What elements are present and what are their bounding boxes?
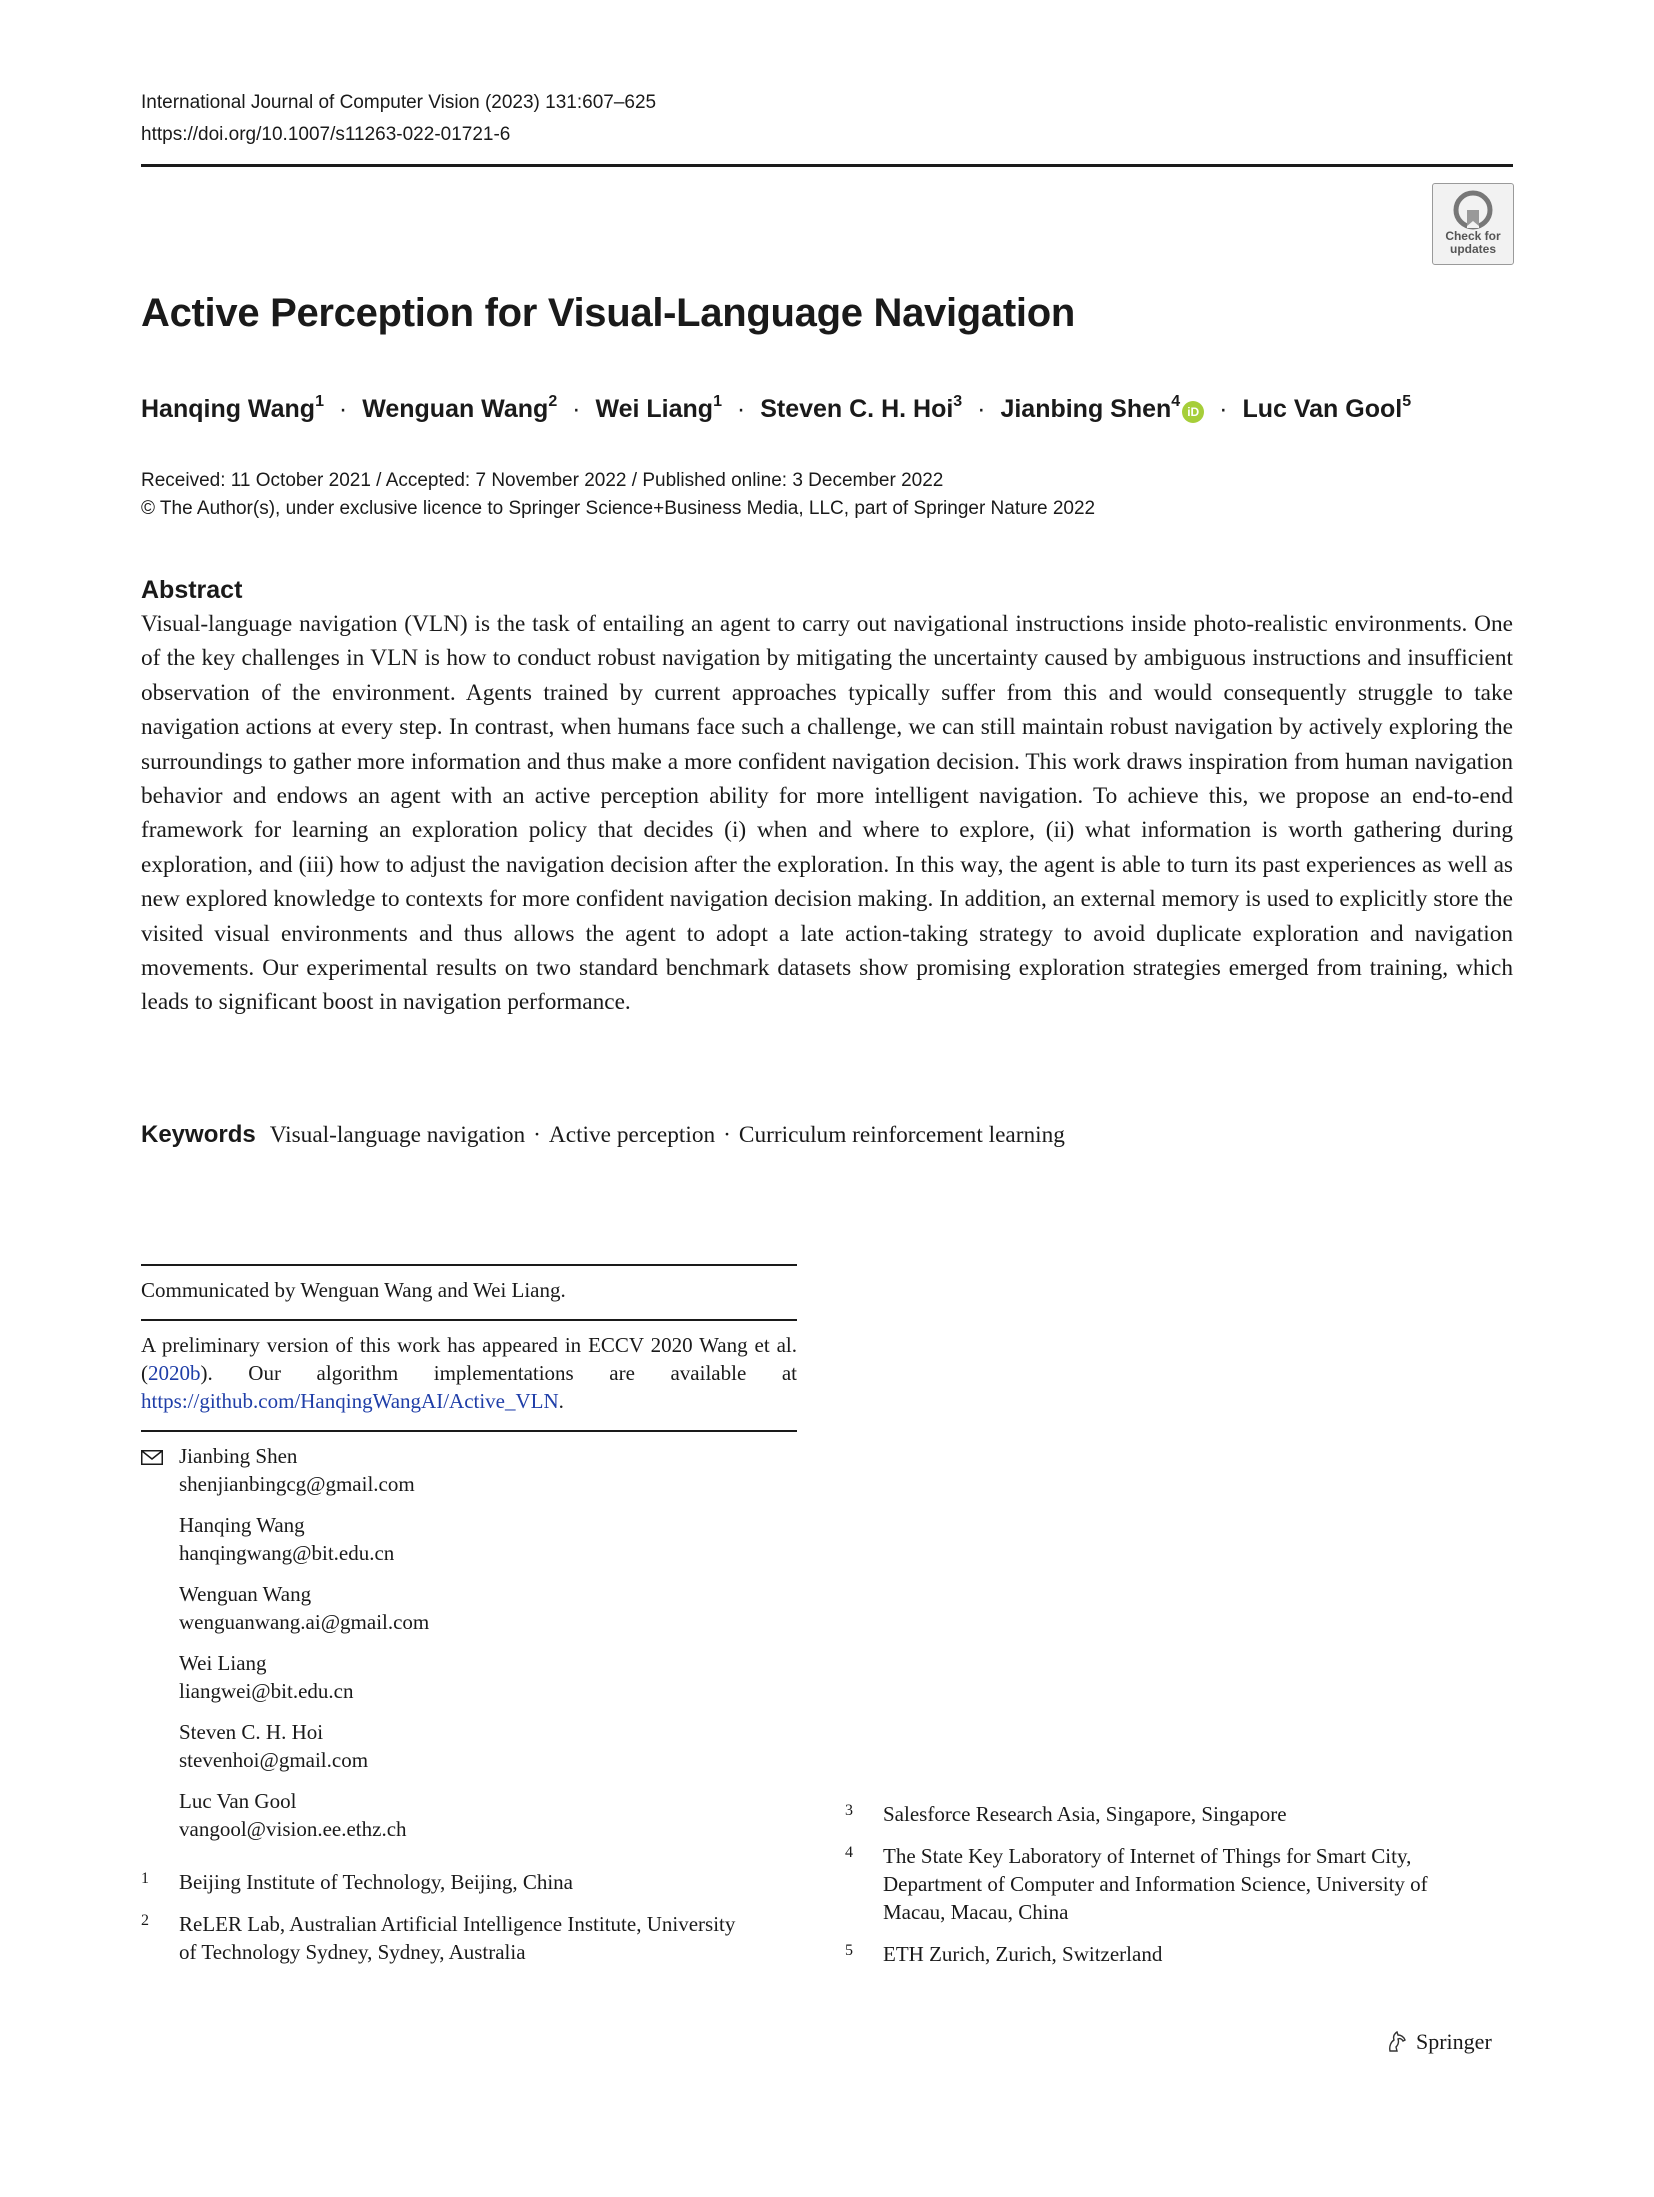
check-for-updates-badge[interactable] bbox=[1432, 183, 1514, 265]
keyword: Active perception bbox=[548, 1122, 716, 1148]
keyword-separator: · bbox=[533, 1122, 541, 1148]
contact-email[interactable]: stevenhoi@gmail.com bbox=[179, 1748, 369, 1772]
keyword: Curriculum reinforcement learning bbox=[738, 1122, 1065, 1148]
contact-email[interactable]: liangwei@bit.edu.cn bbox=[179, 1679, 354, 1703]
contact-entry bbox=[141, 1718, 761, 1774]
header-rule bbox=[141, 164, 1513, 167]
publisher-name: Springer bbox=[1416, 2029, 1492, 2054]
author-name[interactable]: Hanqing Wang bbox=[141, 395, 316, 423]
contact-entry bbox=[141, 1580, 761, 1636]
contact-email[interactable]: hanqingwang@bit.edu.cn bbox=[179, 1541, 395, 1565]
orcid-icon[interactable]: iD bbox=[1182, 401, 1204, 423]
contact-entry bbox=[141, 1649, 761, 1705]
author-affil-sup: 1 bbox=[315, 393, 324, 410]
abstract-heading: Abstract bbox=[141, 576, 243, 604]
keywords bbox=[141, 1118, 1065, 1152]
author-name[interactable]: Wenguan Wang bbox=[362, 395, 549, 423]
author-separator: · bbox=[572, 395, 581, 423]
contact-entry bbox=[141, 1787, 761, 1843]
footnote-rule bbox=[141, 1264, 797, 1266]
keyword: Visual-language navigation bbox=[269, 1122, 526, 1148]
author-affil-sup: 2 bbox=[548, 393, 558, 410]
footnote-rule bbox=[141, 1319, 797, 1321]
author-name[interactable]: Luc Van Gool bbox=[1242, 395, 1403, 423]
footnote-rule bbox=[141, 1430, 797, 1432]
contact-email[interactable]: wenguanwang.ai@gmail.com bbox=[179, 1610, 430, 1634]
author-affil-sup: 4 bbox=[1171, 393, 1181, 410]
affiliation-number: 3 bbox=[845, 1802, 853, 1819]
affiliation-text: Salesforce Research Asia, Singapore, Singapore bbox=[883, 1802, 1287, 1826]
envelope-icon bbox=[141, 1450, 163, 1465]
contact-name: Hanqing Wang bbox=[179, 1513, 305, 1537]
affiliation-text: Beijing Institute of Technology, Beijing, China bbox=[179, 1870, 573, 1894]
author-name[interactable]: Wei Liang bbox=[595, 395, 714, 423]
affiliation-number: 4 bbox=[845, 1844, 853, 1861]
author-name[interactable]: Jianbing Shen bbox=[1000, 395, 1172, 423]
affiliation-text: The State Key Laboratory of Internet of Things for Smart City, Department of Computer and Information Science, University of Macau, Macau, China bbox=[883, 1844, 1428, 1924]
author-separator: · bbox=[338, 395, 348, 423]
keyword-separator: · bbox=[723, 1122, 731, 1148]
author-list bbox=[141, 384, 1411, 427]
author-name[interactable]: Steven C. H. Hoi bbox=[760, 395, 954, 423]
affiliation-text: ReLER Lab, Australian Artificial Intelligence Institute, University of Technology Sydney, Sydney, Australia bbox=[179, 1912, 736, 1964]
author-affil-sup: 3 bbox=[953, 393, 963, 410]
springer-logo bbox=[1384, 2027, 1492, 2057]
contact-name: Wei Liang bbox=[179, 1651, 267, 1675]
contact-entry bbox=[141, 1511, 761, 1567]
springer-horse-icon bbox=[1384, 2029, 1410, 2055]
check-updates-line-2: updates bbox=[1449, 242, 1496, 256]
citation-link[interactable]: 2020b bbox=[148, 1361, 201, 1385]
doi-link[interactable]: https://doi.org/10.1007/s11263-022-01721-6 bbox=[141, 124, 511, 145]
copyright-notice: © The Author(s), under exclusive licence to Springer Science+Business Media, LLC, part of Springer Nature 2022 bbox=[141, 498, 1096, 519]
communicated-by: Communicated by Wenguan Wang and Wei Liang. bbox=[141, 1278, 566, 1302]
author-separator: · bbox=[736, 395, 746, 423]
publication-dates: Received: 11 October 2021 / Accepted: 7 November 2022 / Published online: 3 December 2022 bbox=[141, 470, 944, 491]
author-contacts bbox=[141, 1442, 761, 1856]
paper-title: Active Perception for Visual-Language Navigation bbox=[141, 291, 1075, 335]
contact-name: Jianbing Shen bbox=[179, 1444, 298, 1468]
contact-entry bbox=[141, 1442, 761, 1498]
contact-name: Wenguan Wang bbox=[179, 1582, 312, 1606]
preliminary-end: . bbox=[558, 1389, 564, 1413]
preliminary-mid: ). Our algorithm implementations are available at bbox=[200, 1361, 797, 1385]
check-updates-line-1: Check for bbox=[1445, 229, 1501, 243]
github-link[interactable]: https://github.com/HanqingWangAI/Active_VLN bbox=[141, 1389, 559, 1413]
author-separator: · bbox=[977, 395, 986, 423]
author-affil-sup: 1 bbox=[713, 393, 722, 410]
journal-citation: International Journal of Computer Vision (2023) 131:607–625 bbox=[141, 92, 657, 113]
keywords-label: Keywords bbox=[141, 1121, 256, 1148]
affiliation-number: 1 bbox=[141, 1870, 149, 1887]
contact-name: Luc Van Gool bbox=[179, 1789, 297, 1813]
crossmark-icon bbox=[1453, 190, 1493, 230]
abstract-text: Visual-language navigation (VLN) is the task of entailing an agent to carry out navigational instructions inside photo-realistic environments. One of the key challenges in VLN is how to conduct robust navigation by mitigating the uncertainty caused by ambiguous instructions and insufficient observation of the environment. Agents trained by current approaches typically suffer from this and would consequently struggle to take navigation actions at every step. In contrast, when humans face such a challenge, we can still maintain robust navigation by actively exploring the surroundings to gather more information and thus make a more confident navigation decision. This work draws inspiration from human navigation behavior and endows an agent with an active perception ability for more intelligent navigation. To achieve this, we propose an end-to-end framework for learning an exploration policy that decides (i) when and where to explore, (ii) what information is worth gathering during exploration, and (iii) how to adjust the navigation decision after the exploration. In this way, the agent is able to turn its past experiences as well as new explored knowledge to contexts for more confident navigation decision making. In addition, an external memory is used to explicitly store the visited visual environments and thus allows the agent to adopt a late action-taking strategy to avoid duplicate exploration and navigation movements. Our experimental results on two standard benchmark datasets show promising exploration strategies emerged from training, which leads to significant boost in navigation performance. bbox=[141, 611, 1513, 1016]
affiliation-text: ETH Zurich, Zurich, Switzerland bbox=[883, 1942, 1163, 1966]
contact-name: Steven C. H. Hoi bbox=[179, 1720, 324, 1744]
author-separator: · bbox=[1219, 395, 1228, 423]
affiliation-number: 2 bbox=[141, 1912, 149, 1929]
preliminary-prefix: A preliminary version of this work has appeared in ECCV 2020 Wang et al. ( bbox=[141, 1333, 797, 1385]
affiliation-number: 5 bbox=[845, 1942, 853, 1959]
contact-email[interactable]: vangool@vision.ee.ethz.ch bbox=[179, 1817, 407, 1841]
author-affil-sup: 5 bbox=[1402, 393, 1412, 410]
contact-email[interactable]: shenjianbingcg@gmail.com bbox=[179, 1472, 415, 1496]
preliminary-version-note bbox=[141, 1331, 797, 1415]
